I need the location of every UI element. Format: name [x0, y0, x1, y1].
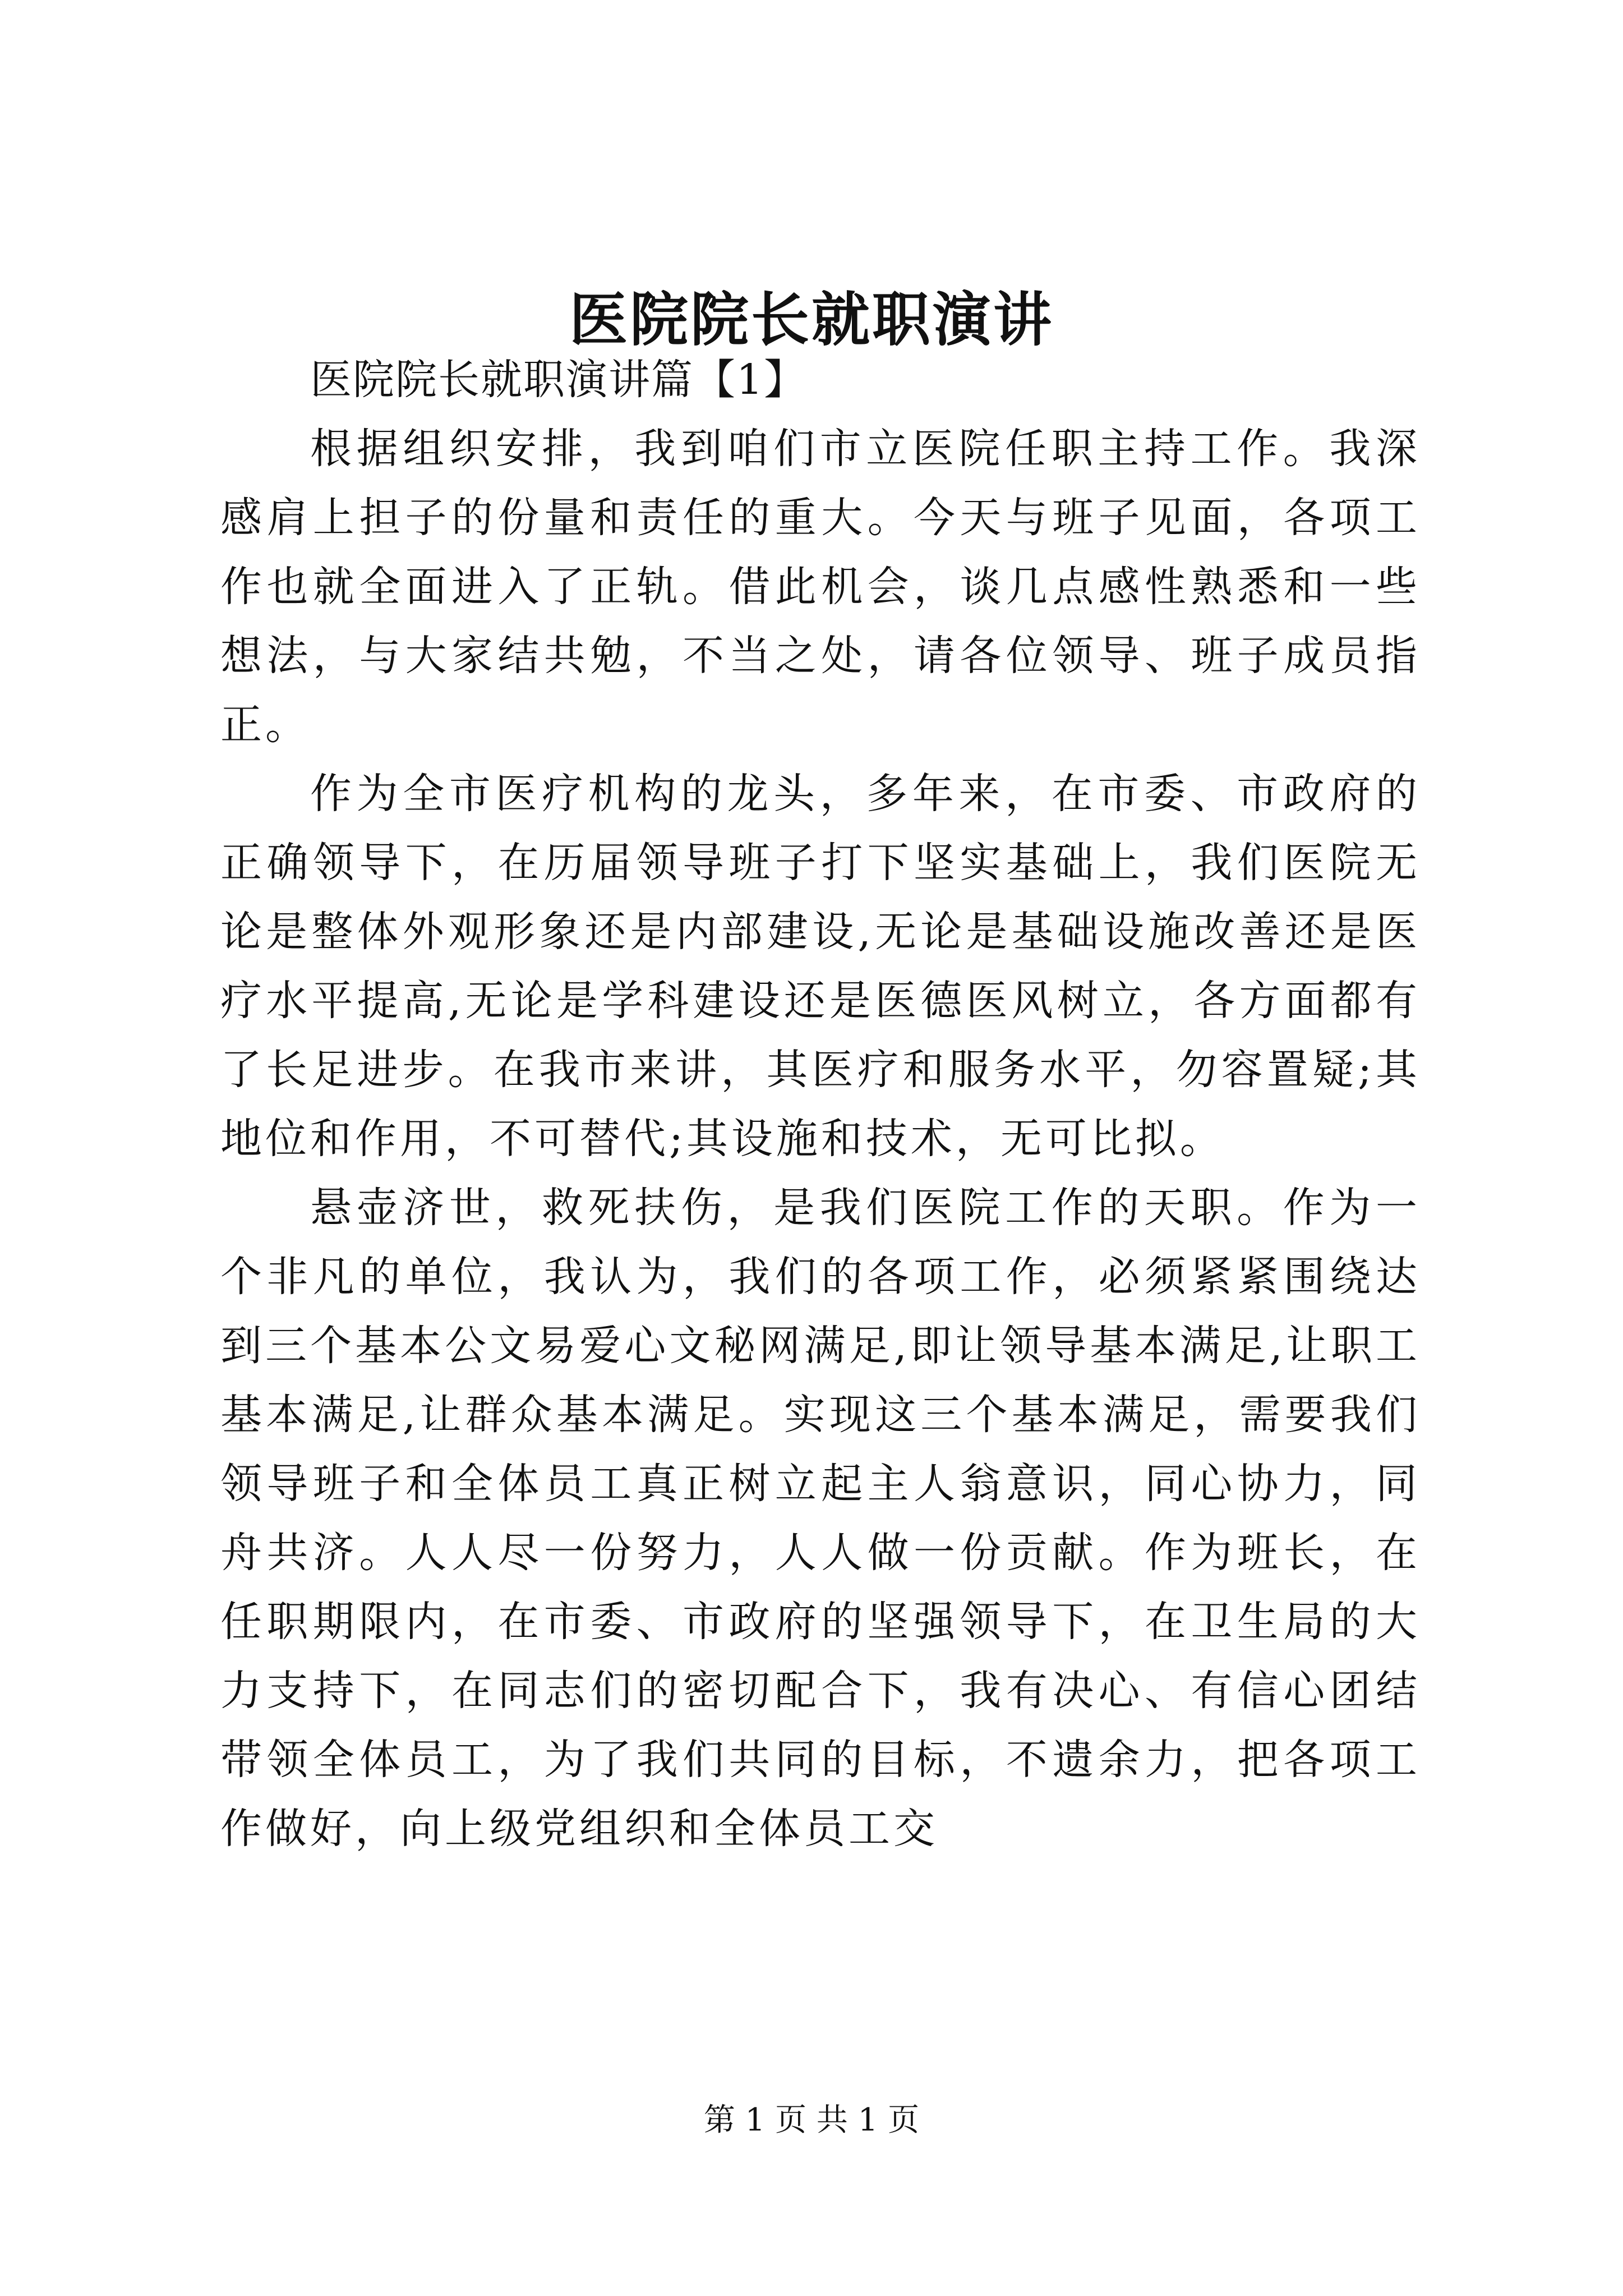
document-body: [220, 346, 1421, 1864]
paragraph-1: 根据组织安排，我到咱们市立医院任职主持工作。我深感肩上担子的份量和责任的重大。今天与班子见面，各项工作也就全面进入了正轨。借此机会，谈几点感性熟悉和一些想法，与大家结共勉，不当之处，请各位领导、班子成员指正。: [220, 425, 1421, 749]
paragraph-2: 作为全市医疗机构的龙头，多年来，在市委、市政府的正确领导下，在历届领导班子打下坚实基础上，我们医院无论是整体外观形象还是内部建设,无论是基础设施改善还是医疗水平提高,无论是学科建设还是医德医风树立，各方面都有了长足进步。在我市来讲，其医疗和服务水平，勿容置疑;其地位和作用，不可替代;其设施和技术，无可比拟。: [220, 770, 1421, 1163]
page-footer: 第 1 页 共 1 页: [703, 2102, 920, 2138]
section-heading: 医院院长就职演讲篇【1】: [310, 356, 807, 404]
document-title: 医院院长就职演讲: [569, 285, 1054, 354]
paragraph-3: 悬壶济世，救死扶伤，是我们医院工作的天职。作为一个非凡的单位，我认为，我们的各项工作，必须紧紧围绕达到三个基本公文易爱心文秘网满足,即让领导基本满足,让职工基本满足,让群众基本满足。实现这三个基本满足，需要我们领导班子和全体员工真正树立起主人翁意识，同心协力，同舟共济。人人尽一份努力，人人做一份贡献。作为班长，在任职期限内，在市委、市政府的坚强领导下，在卫生局的大力支持下，在同志们的密切配合下，我有决心、有信心团结带领全体员工，为了我们共同的目标，不遗余力，把各项工作做好，向上级党组织和全体员工交: [220, 1184, 1421, 1853]
